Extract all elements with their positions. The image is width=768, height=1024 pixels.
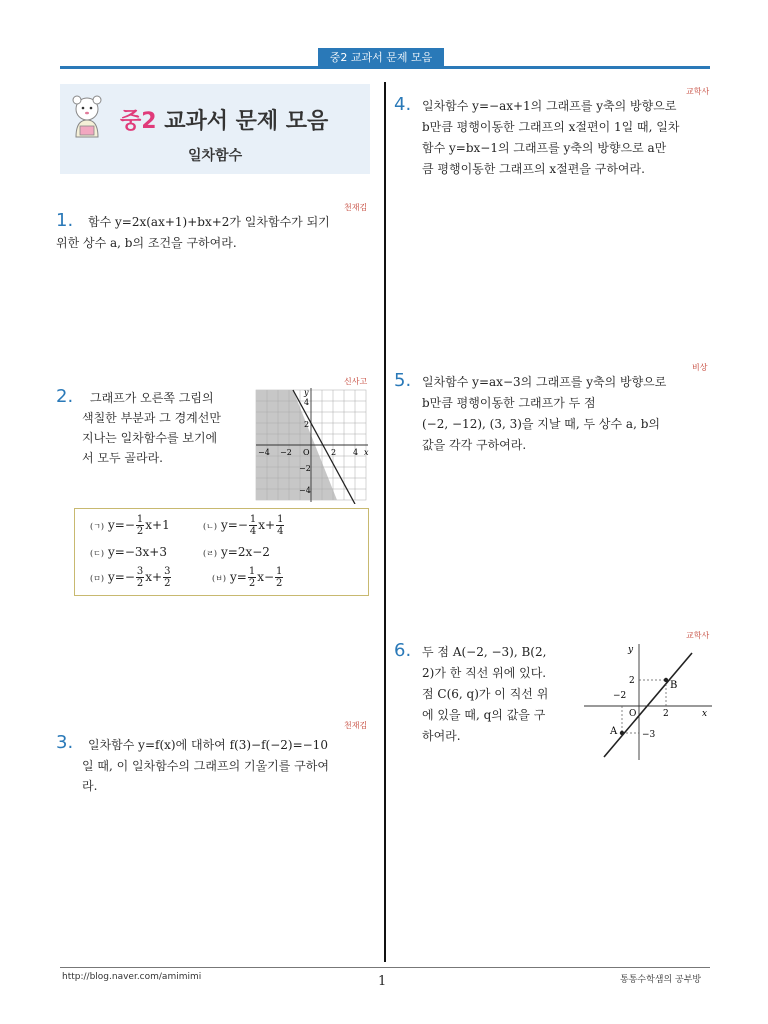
q3-line2: 일 때, 이 일차함수의 그래프의 기울기를 구하여 (82, 759, 329, 773)
q6-x-label: x (702, 709, 708, 719)
q6-line1: 두 점 A(−2, −3), B(2, (422, 645, 547, 659)
mascot-icon (64, 93, 110, 139)
title-grade: 중2 (120, 109, 157, 134)
q2-number: 2. (56, 386, 74, 407)
q5-line1: 일차함수 y=ax−3의 그래프를 y축의 방향으로 (422, 375, 667, 389)
q2-line3: 지나는 일차함수를 보기에 (82, 431, 218, 445)
q2-tick-x-m4: −4 (258, 448, 270, 457)
q2-line2: 색칠한 부분과 그 경계선만 (82, 411, 221, 425)
q5-line3: (−2, −12), (3, 3)을 지날 때, 두 상수 a, b의 (422, 417, 660, 431)
q5-line2: b만큼 평행이동한 그래프가 두 점 (422, 396, 596, 410)
q3-number: 3. (56, 732, 74, 753)
q2-tick-y-4: 4 (304, 398, 310, 407)
q6-graph (584, 640, 714, 762)
q5-source: 비상 (692, 363, 708, 372)
q4-source: 교학사 (686, 87, 710, 96)
header-rule (60, 66, 710, 69)
bogi-option-d: (ㄹ) y=2x−2 (203, 545, 270, 559)
bogi-option-c: (ㄷ) y=−3x+3 (90, 545, 167, 559)
bogi-option-a: (ㄱ) y=− $\frac{1}{2}$ x+1 (90, 514, 170, 537)
q2-tick-y-m2: −2 (299, 464, 311, 473)
q3-line3: 라. (82, 779, 98, 793)
q5-line4: 값을 각각 구하여라. (422, 438, 527, 452)
q4-line1: 일차함수 y=−ax+1의 그래프를 y축의 방향으로 (422, 99, 677, 113)
q1-source: 천재김 (344, 203, 368, 212)
q1-line2: 위한 상수 a, b의 조건을 구하여라. (56, 236, 237, 250)
q6-tick-y-2: 2 (629, 676, 635, 686)
q6-line3: 점 C(6, q)가 이 직선 위 (422, 687, 549, 701)
q6-tick-x-2: 2 (663, 709, 669, 719)
q6-line4: 에 있을 때, q의 값을 구 (422, 708, 546, 722)
q2-origin: O (303, 448, 310, 457)
q6-number: 6. (394, 640, 412, 661)
q6-label-b: B (670, 680, 678, 691)
column-divider (384, 82, 386, 962)
q2-tick-y-m4: −4 (299, 486, 311, 495)
q6-line (604, 653, 692, 757)
page-subtitle: 일차함수 (188, 148, 243, 164)
q2-tick-y-2: 2 (304, 420, 310, 429)
footer-author: 통통수학샘의 공부방 (620, 975, 702, 985)
q4-line4: 큼 평행이동한 그래프의 x절편을 구하여라. (422, 162, 645, 176)
q2-x-label: x (364, 448, 369, 457)
q2-tick-x-m2: −2 (280, 448, 292, 457)
q6-tick-y-m3: −3 (642, 730, 656, 740)
page-number: 1 (378, 974, 387, 989)
q6-point-a (620, 731, 624, 735)
q6-source: 교학사 (686, 631, 710, 640)
page-title (120, 104, 328, 135)
q4-number: 4. (394, 94, 412, 115)
q2-graph (252, 386, 370, 504)
q5-number: 5. (394, 370, 412, 391)
q3-source: 천재김 (344, 721, 368, 730)
footer-url: http://blog.naver.com/amimimi (62, 972, 202, 982)
q2-line1: 그래프가 오른쪽 그림의 (90, 391, 214, 405)
q2-source: 신사고 (344, 377, 368, 386)
q6-line5: 하여라. (422, 729, 461, 743)
q3-line1: 일차함수 y=f(x)에 대하여 f(3)−f(−2)=−10 (88, 738, 328, 752)
q6-line2: 2)가 한 직선 위에 있다. (422, 666, 547, 680)
q1-number: 1. (56, 210, 74, 231)
bogi-option-f: (ㅂ) y= $\frac{1}{2}$ x− $\frac{1}{2}$ (212, 566, 283, 589)
title-text: 교과서 문제 모음 (156, 109, 329, 134)
q2-tick-x-4: 4 (353, 448, 359, 457)
q1-line1: 함수 y=2x(ax+1)+bx+2가 일차함수가 되기 (88, 215, 330, 229)
q4-line3: 함수 y=bx−1의 그래프를 y축의 방향으로 a만 (422, 141, 667, 155)
q6-point-b (664, 678, 668, 682)
q6-y-label: y (628, 645, 634, 655)
q6-origin: O (629, 709, 637, 719)
q2-line4: 서 모두 골라라. (82, 451, 163, 465)
q6-label-a: A (610, 726, 618, 737)
q2-y-label: y (304, 388, 309, 397)
q2-tick-x-2: 2 (331, 448, 337, 457)
bogi-option-b: (ㄴ) y=− $\frac{1}{4}$ x+ $\frac{1}{4}$ (203, 514, 284, 537)
q4-line2: b만큼 평행이동한 그래프의 x절편이 1일 때, 일차 (422, 120, 680, 134)
bogi-option-e: (ㅁ) y=− $\frac{3}{2}$ x+ $\frac{3}{2}$ (90, 566, 171, 589)
header-tab: 중2 교과서 문제 모음 (318, 48, 444, 67)
footer-rule (60, 967, 710, 968)
q6-tick-x-m2: −2 (613, 691, 627, 701)
